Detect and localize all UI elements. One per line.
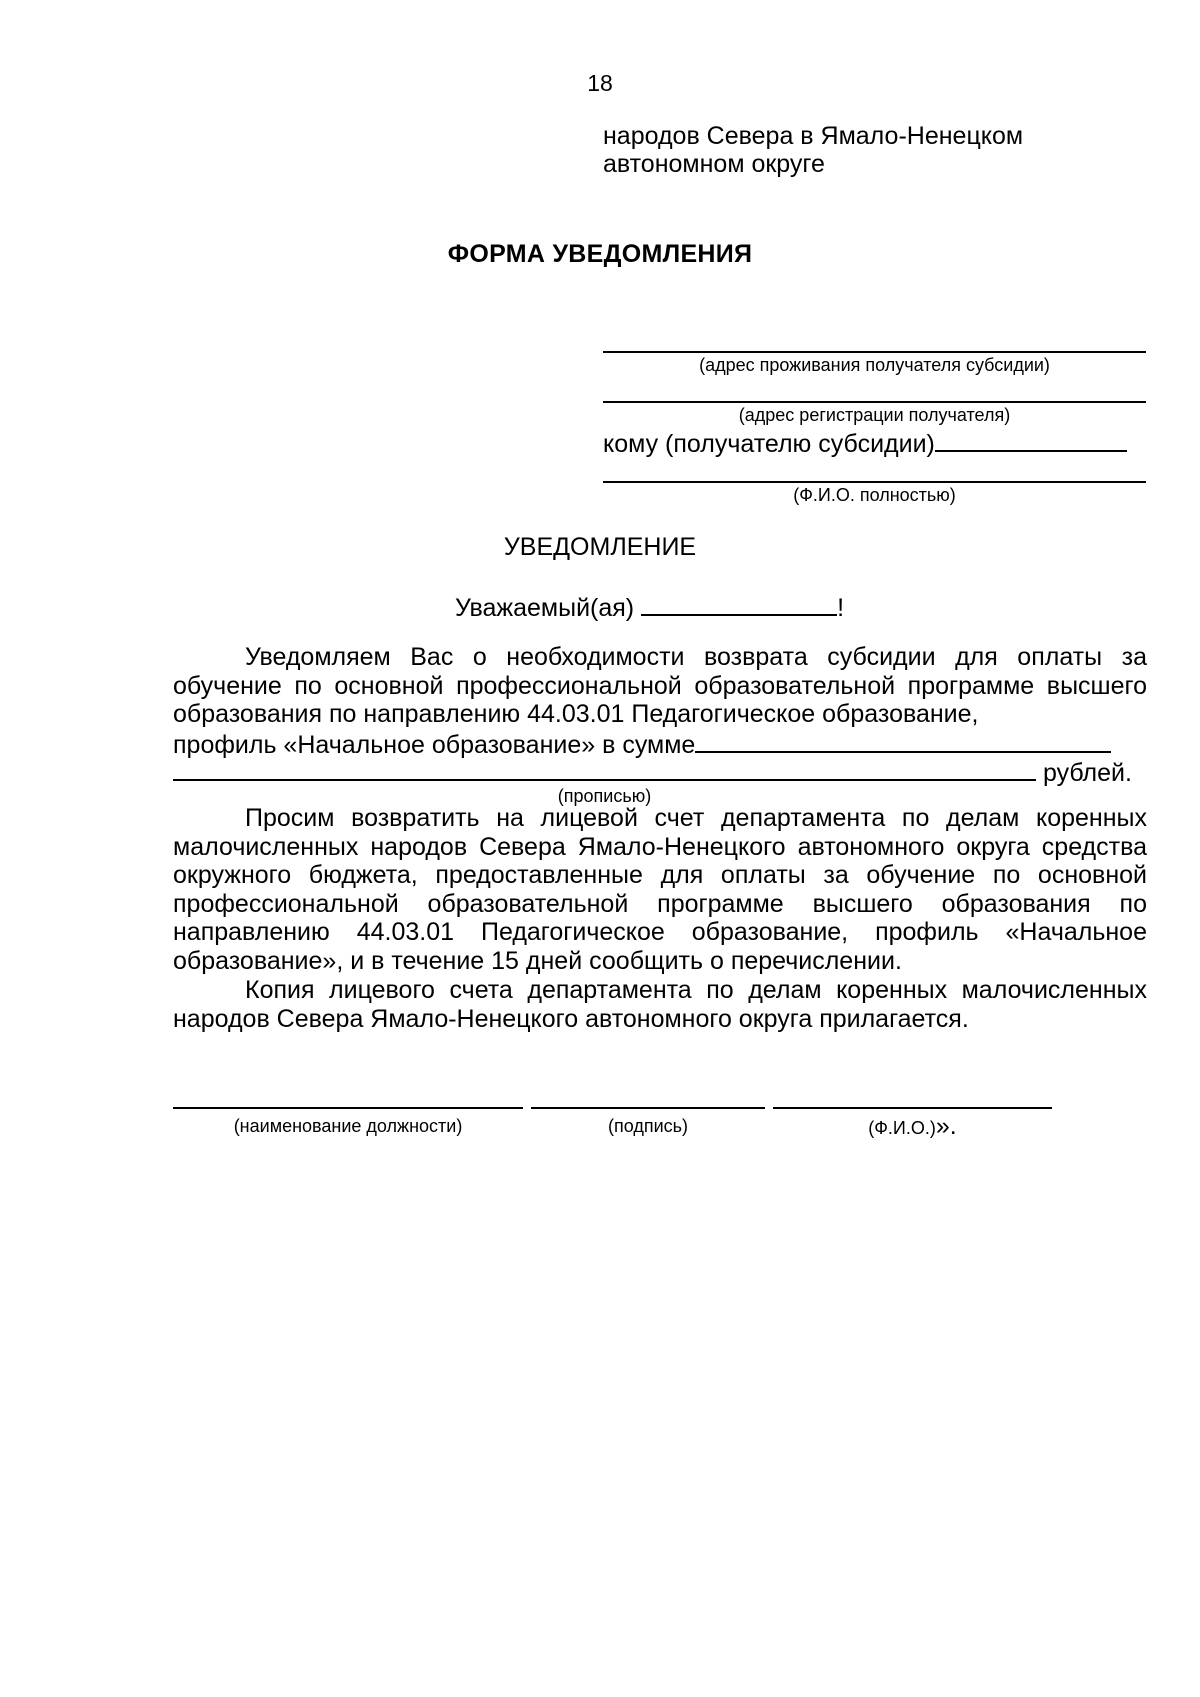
name-caption-wrap — [773, 1112, 1052, 1140]
signature-caption: (подпись) — [607, 1116, 689, 1136]
notice-title: УВЕДОМЛЕНИЕ — [503, 533, 697, 561]
amount-label: профиль «Начальное образование» в сумме — [173, 731, 696, 759]
paragraph-1-amount-row — [173, 729, 1147, 759]
amount-in-words-row — [173, 757, 1147, 787]
address-registration-caption: (адрес регистрации получателя) — [738, 405, 1011, 425]
page-number: 18 — [587, 70, 613, 96]
address-residence-line — [603, 351, 1146, 353]
amount-field — [695, 729, 1111, 753]
paragraph-1: Уведомляем Вас о необходимости возврата субсидии для оплаты за обучение по основной профессиональной образовательной программе высшего образования по направлению 44.03.01 Педагогическое образование, — [173, 643, 1147, 728]
position-line — [173, 1107, 523, 1109]
amount-in-words-field — [173, 757, 1036, 781]
full-name-line — [603, 481, 1146, 483]
full-name-caption: (Ф.И.О. полностью) — [793, 485, 956, 505]
position-caption: (наименование должности) — [233, 1116, 463, 1136]
paragraph-2: Просим возвратить на лицевой счет департамента по делам коренных малочисленных народов Севера Ямало-Ненецкого автономного округа средства окружного бюджета, предоставленные для оплаты за обучение по основной профессиональной образовательной программе высшего образования по направлению 44.03.01 Педагогическое образование, профиль «Начальное образование», и в течение 15 дней сообщить о перечислении. — [173, 804, 1147, 975]
to-whom-row — [603, 428, 1127, 458]
form-title: ФОРМА УВЕДОМЛЕНИЯ — [447, 240, 753, 268]
name-caption: (Ф.И.О.) — [868, 1118, 936, 1138]
in-words-caption: (прописью) — [557, 786, 652, 806]
header-continuation — [603, 122, 1163, 178]
signature-line — [531, 1107, 765, 1109]
closing-mark: ». — [935, 1112, 957, 1140]
to-whom-field — [935, 428, 1127, 452]
greeting-name-field — [641, 592, 837, 616]
header-line-1: народов Севера в Ямало-Ненецком — [603, 122, 1024, 150]
currency-suffix: рублей. — [1042, 759, 1132, 787]
greeting-suffix: ! — [837, 594, 845, 622]
address-residence-caption: (адрес проживания получателя субсидии) — [699, 355, 1050, 375]
name-line — [773, 1107, 1052, 1109]
to-whom-label: кому (получателю субсидии) — [603, 430, 935, 458]
greeting-prefix: Уважаемый(ая) — [455, 594, 635, 622]
address-registration-line — [603, 401, 1146, 403]
greeting — [455, 592, 844, 623]
paragraph-3: Копия лицевого счета департамента по делам коренных малочисленных народов Севера Ямало-Ненецкого автономного округа прилагается. — [173, 976, 1147, 1033]
header-line-2: автономном округе — [603, 150, 825, 178]
